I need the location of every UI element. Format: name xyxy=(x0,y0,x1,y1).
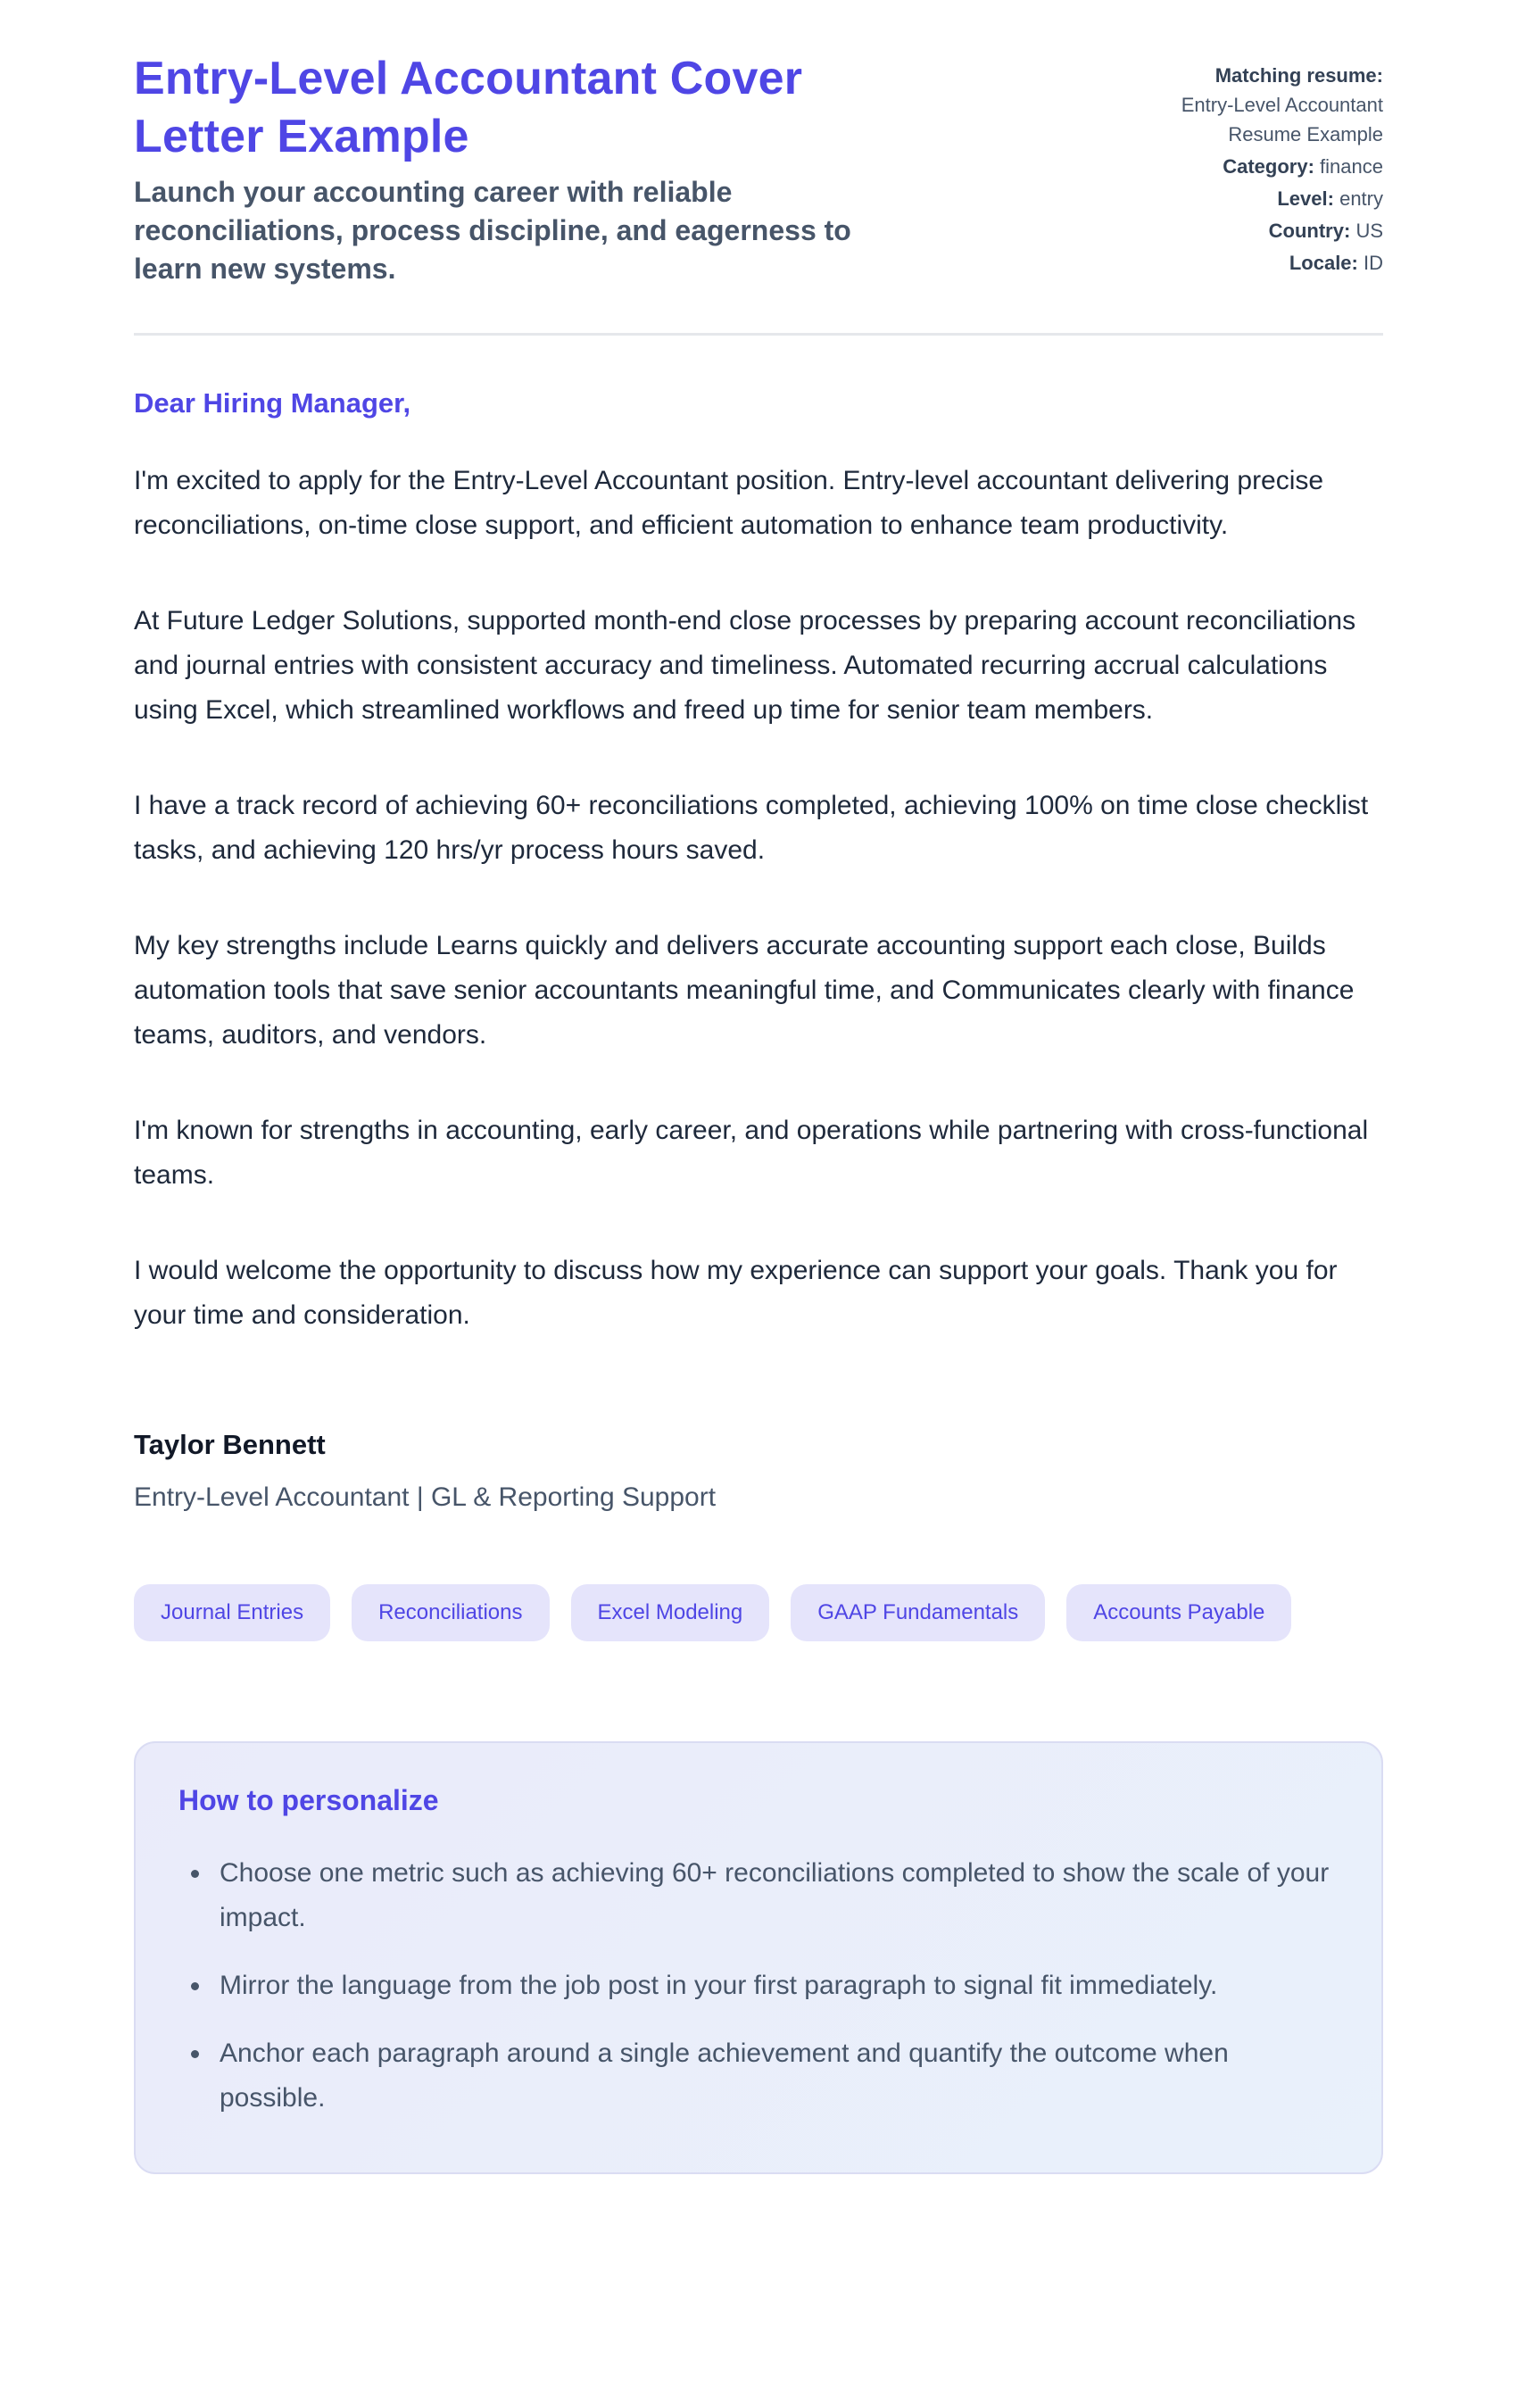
letter-greeting: Dear Hiring Manager, xyxy=(134,387,411,419)
letter-paragraph: I have a track record of achieving 60+ reconciliations completed, achieving 100% on time close checklist tasks, and achieving 120 hrs/yr process hours saved. xyxy=(134,791,1369,865)
meta-country xyxy=(1115,216,1383,245)
tip-item: • Anchor each paragraph around a single achievement and quantify the outcome when possible. xyxy=(212,2031,1339,2121)
tag-journal-entries[interactable]: Journal Entries xyxy=(134,1584,330,1641)
meta-category-label: Category: xyxy=(1223,155,1314,178)
tag-gaap-fundamentals[interactable]: GAAP Fundamentals xyxy=(791,1584,1045,1641)
meta-category-value: finance xyxy=(1320,155,1383,178)
meta-locale xyxy=(1115,248,1383,278)
header xyxy=(134,50,1383,288)
meta-country-label: Country: xyxy=(1268,220,1351,242)
meta-country-value: US xyxy=(1355,220,1383,242)
skill-tags xyxy=(134,1584,1383,1641)
header-divider xyxy=(134,333,1383,336)
letter-paragraph: I'm excited to apply for the Entry-Level Accountant position. Entry-level accountant delivering precise reconciliations, on-time close support, and efficient automation to enhance team productivity. xyxy=(134,466,1324,540)
tip-item: • Choose one metric such as achieving 60+ reconciliations completed to show the scale of your impact. xyxy=(212,1851,1339,1940)
meta-locale-value: ID xyxy=(1364,252,1383,274)
signature-role: Entry-Level Accountant | GL & Reporting Support xyxy=(134,1482,717,1512)
meta-block xyxy=(1115,50,1383,280)
letter-body xyxy=(134,387,1383,1513)
tip-list xyxy=(178,1851,1339,2121)
meta-matching-resume-label: Matching resume: xyxy=(1214,64,1383,87)
title-block xyxy=(134,50,937,288)
page-title: Entry-Level Accountant Cover Letter Example xyxy=(134,53,803,162)
page-subtitle: Launch your accounting career with reliable reconciliations, process discipline, and eagerness to learn new systems. xyxy=(134,176,851,285)
letter-paragraph: I'm known for strengths in accounting, early career, and operations while partnering with cross-functional teams. xyxy=(134,1116,1369,1190)
signature-name: Taylor Bennett xyxy=(134,1429,326,1460)
page-container xyxy=(134,0,1383,2174)
letter-paragraph: My key strengths include Learns quickly and delivers accurate accounting support each close, Builds automation tools that save senior accountants meaningful time, and Communicates clearly with finance teams, auditors, and vendors. xyxy=(134,931,1355,1050)
personalize-tip-box xyxy=(134,1741,1383,2174)
meta-level xyxy=(1115,184,1383,213)
tag-accounts-payable[interactable]: Accounts Payable xyxy=(1066,1584,1291,1641)
tip-box-heading: How to personalize xyxy=(178,1784,439,1816)
meta-level-label: Level: xyxy=(1277,187,1334,210)
meta-matching-resume xyxy=(1115,61,1383,149)
meta-category xyxy=(1115,152,1383,181)
letter-paragraph: I would welcome the opportunity to discuss how my experience can support your goals. Thank you for your time and consideration. xyxy=(134,1256,1338,1330)
tip-item: • Mirror the language from the job post in your first paragraph to signal fit immediately. xyxy=(212,1964,1339,2008)
tag-reconciliations[interactable]: Reconciliations xyxy=(352,1584,549,1641)
signature-block xyxy=(134,1429,1383,1513)
tag-excel-modeling[interactable]: Excel Modeling xyxy=(571,1584,770,1641)
meta-level-value: entry xyxy=(1339,187,1383,210)
letter-paragraph: At Future Ledger Solutions, supported month-end close processes by preparing account reconciliations and journal entries with consistent accuracy and timeliness. Automated recurring accrual calculations using Excel, which streamlined workflows and freed up time for senior team members. xyxy=(134,606,1356,725)
meta-locale-label: Locale: xyxy=(1289,252,1358,274)
meta-matching-resume-value: Entry-Level Accountant Resume Example xyxy=(1181,94,1383,145)
